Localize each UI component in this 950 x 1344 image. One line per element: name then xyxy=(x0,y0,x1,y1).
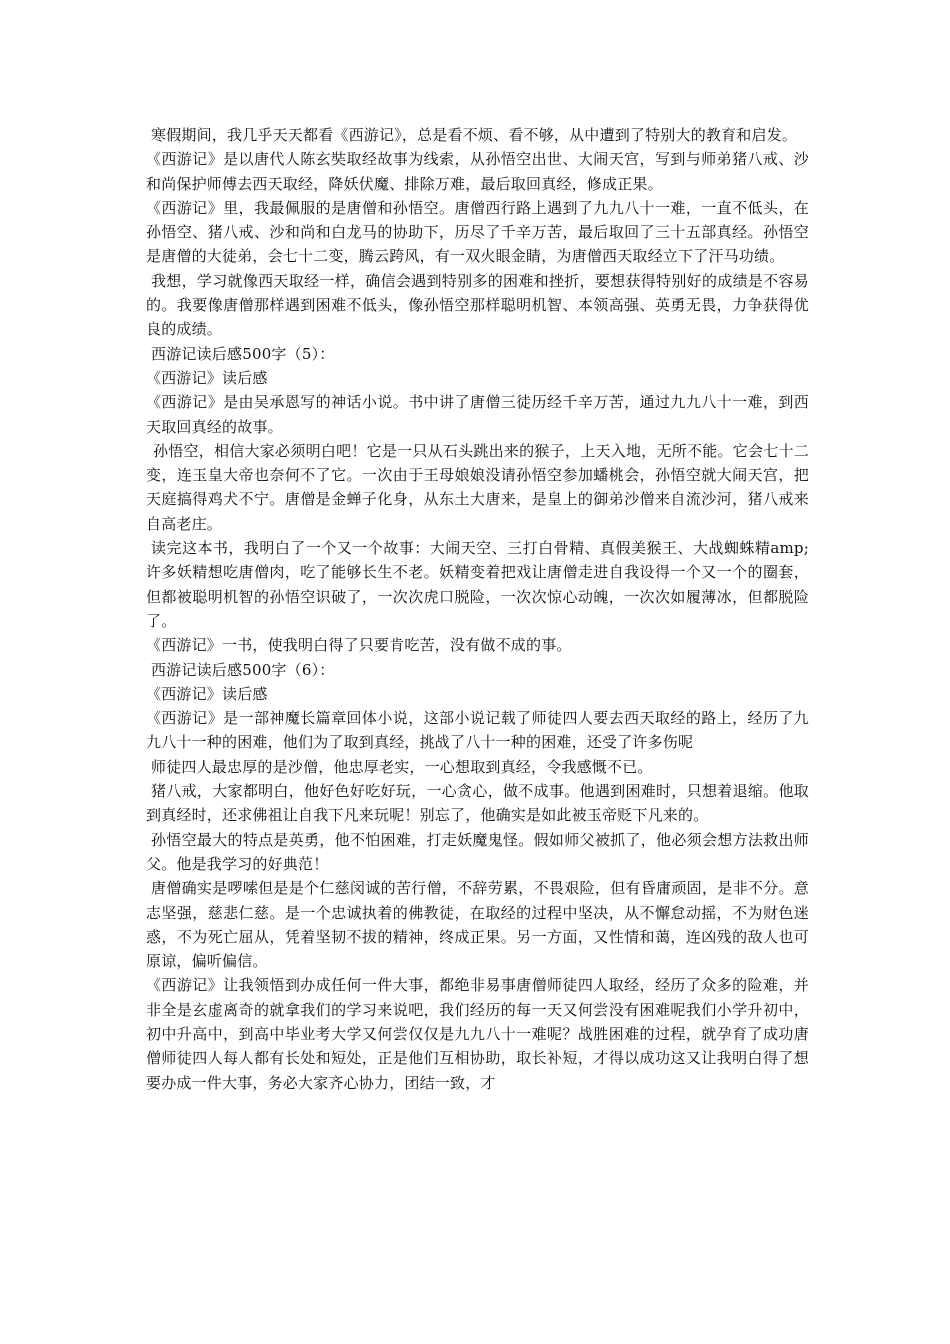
paragraph-tang-seng: 唐僧确实是啰嗦但是是个仁慈闵诚的苦行僧，不辞劳累，不畏艰险，但有昏庸顽固，是非不分。意志坚强，慈悲仁慈。是一个忠诚执着的佛教徒，在取经的过程中坚决，从不懈怠动摇，不为财色迷惑，不为死亡屈从，凭着坚韧不拔的精神，终成正果。另一方面，又性情和蔼，连凶残的敌人也可原谅，偏听偏信。 xyxy=(146,879,809,971)
paragraph-sun-wukong: 孙悟空，相信大家必须明白吧！它是一只从石头跳出来的猴子，上天入地，无所不能。它会七十二变，连玉皇大帝也奈何不了它。一次由于王母娘娘没请孙悟空参加蟠桃会，孙悟空就大闹天宫，把天庭搞得鸡犬不宁。唐僧是金蝉子化身，从东土大唐来，是皇上的御弟沙僧来自流沙河，猪八戒来自高老庄。 xyxy=(146,441,809,533)
paragraph-zhu-bajie: 猪八戒，大家都明白，他好色好吃好玩，一心贪心，做不成事。他遇到困难时，只想着退缩。他取到真经时，还求佛祖让自我下凡来玩呢！别忘了，他确实是如此被玉帝贬下凡来的。 xyxy=(146,782,809,825)
essay-title-5: 《西游记》读后感 xyxy=(146,368,268,387)
paragraph-study-lesson: 我想，学习就像西天取经一样，确信会遇到特别多的困难和挫折，要想获得特别好的成绩是不容易的。我要像唐僧那样遇到困难不低头，像孙悟空那样聪明机智、本领高强、英勇无畏，力争获得优良的成绩。 xyxy=(146,271,809,339)
section-heading-6: 西游记读后感500字（6）： xyxy=(151,660,335,679)
paragraph-novel-intro: 《西游记》是由吴承恩写的神话小说。书中讲了唐僧三徒历经千辛万苦，通过九九八十一难，到西天取回真经的故事。 xyxy=(146,393,809,436)
paragraph-admired-characters: 《西游记》里，我最佩服的是唐僧和孙悟空。唐僧西行路上遇到了九九八十一难，一直不低头，在孙悟空、猪八戒、沙和尚和白龙马的协助下，历尽了千辛万苦，最后取回了三十五部真经。孙悟空是唐僧的大徒弟，会七十二变，腾云跨风，有一双火眼金睛，为唐僧西天取经立下了汗马功绩。 xyxy=(146,198,809,266)
paragraph-sun-wukong-trait: 孙悟空最大的特点是英勇，他不怕困难，打走妖魔鬼怪。假如师父被抓了，他必须会想方法救出师父。他是我学习的好典范！ xyxy=(146,830,809,873)
paragraph-novel-description: 《西游记》是一部神魔长篇章回体小说，这部小说记载了师徒四人要去西天取经的路上，经历了九九八十一种的困难，他们为了取到真经，挑战了八十一种的困难，还受了许多伤呢 xyxy=(146,709,809,752)
paragraph-conclusion: 《西游记》让我领悟到办成任何一件大事，都绝非易事唐僧师徒四人取经，经历了众多的险难，并非全是玄虚离奇的就拿我们的学习来说吧，我们经历的每一天又何尝没有困难呢我们小学升初中，初中升高中，到高中毕业考大学又何尝仅仅是九九八十一难呢？战胜困难的过程，就孕育了成功唐僧师徒四人每人都有长处和短处，正是他们互相协助，取长补短，才得以成功这又让我明白得了想要办成一件大事，务必大家齐心协力，团结一致，才 xyxy=(146,976,809,1092)
section-heading-5: 西游记读后感500字（5）： xyxy=(151,344,335,363)
paragraph-sha-seng: 师徒四人最忠厚的是沙僧，他忠厚老实，一心想取到真经，令我感慨不已。 xyxy=(151,757,653,776)
paragraph-story-overview: 《西游记》是以唐代人陈玄奘取经故事为线索，从孙悟空出世、大闹天宫，写到与师弟猪八戒、沙和尚保护师傅去西天取经，降妖伏魔、排除万难，最后取回真经，修成正果。 xyxy=(146,150,809,193)
essay-title-6: 《西游记》读后感 xyxy=(146,684,268,703)
paragraph-winter-break: 寒假期间，我几乎天天都看《西游记》，总是看不烦、看不够，从中遭到了特别大的教育和启发。 xyxy=(151,126,798,144)
document-body xyxy=(146,123,809,1095)
paragraph-stories-read: 读完这本书，我明白了一个又一个故事：大闹天空、三打白骨精、真假美猴王、大战蜘蛛精amp;许多妖精想吃唐僧肉，吃了能够长生不老。妖精变着把戏让唐僧走进自我设得一个又一个的圈套，但都被聪明机智的孙悟空识破了，一次次虎口脱险，一次次惊心动魄，一次次如履薄冰，但都脱险了。 xyxy=(146,539,809,630)
paragraph-book-lesson: 《西游记》一书，使我明白得了只要肯吃苦，没有做不成的事。 xyxy=(146,636,572,655)
